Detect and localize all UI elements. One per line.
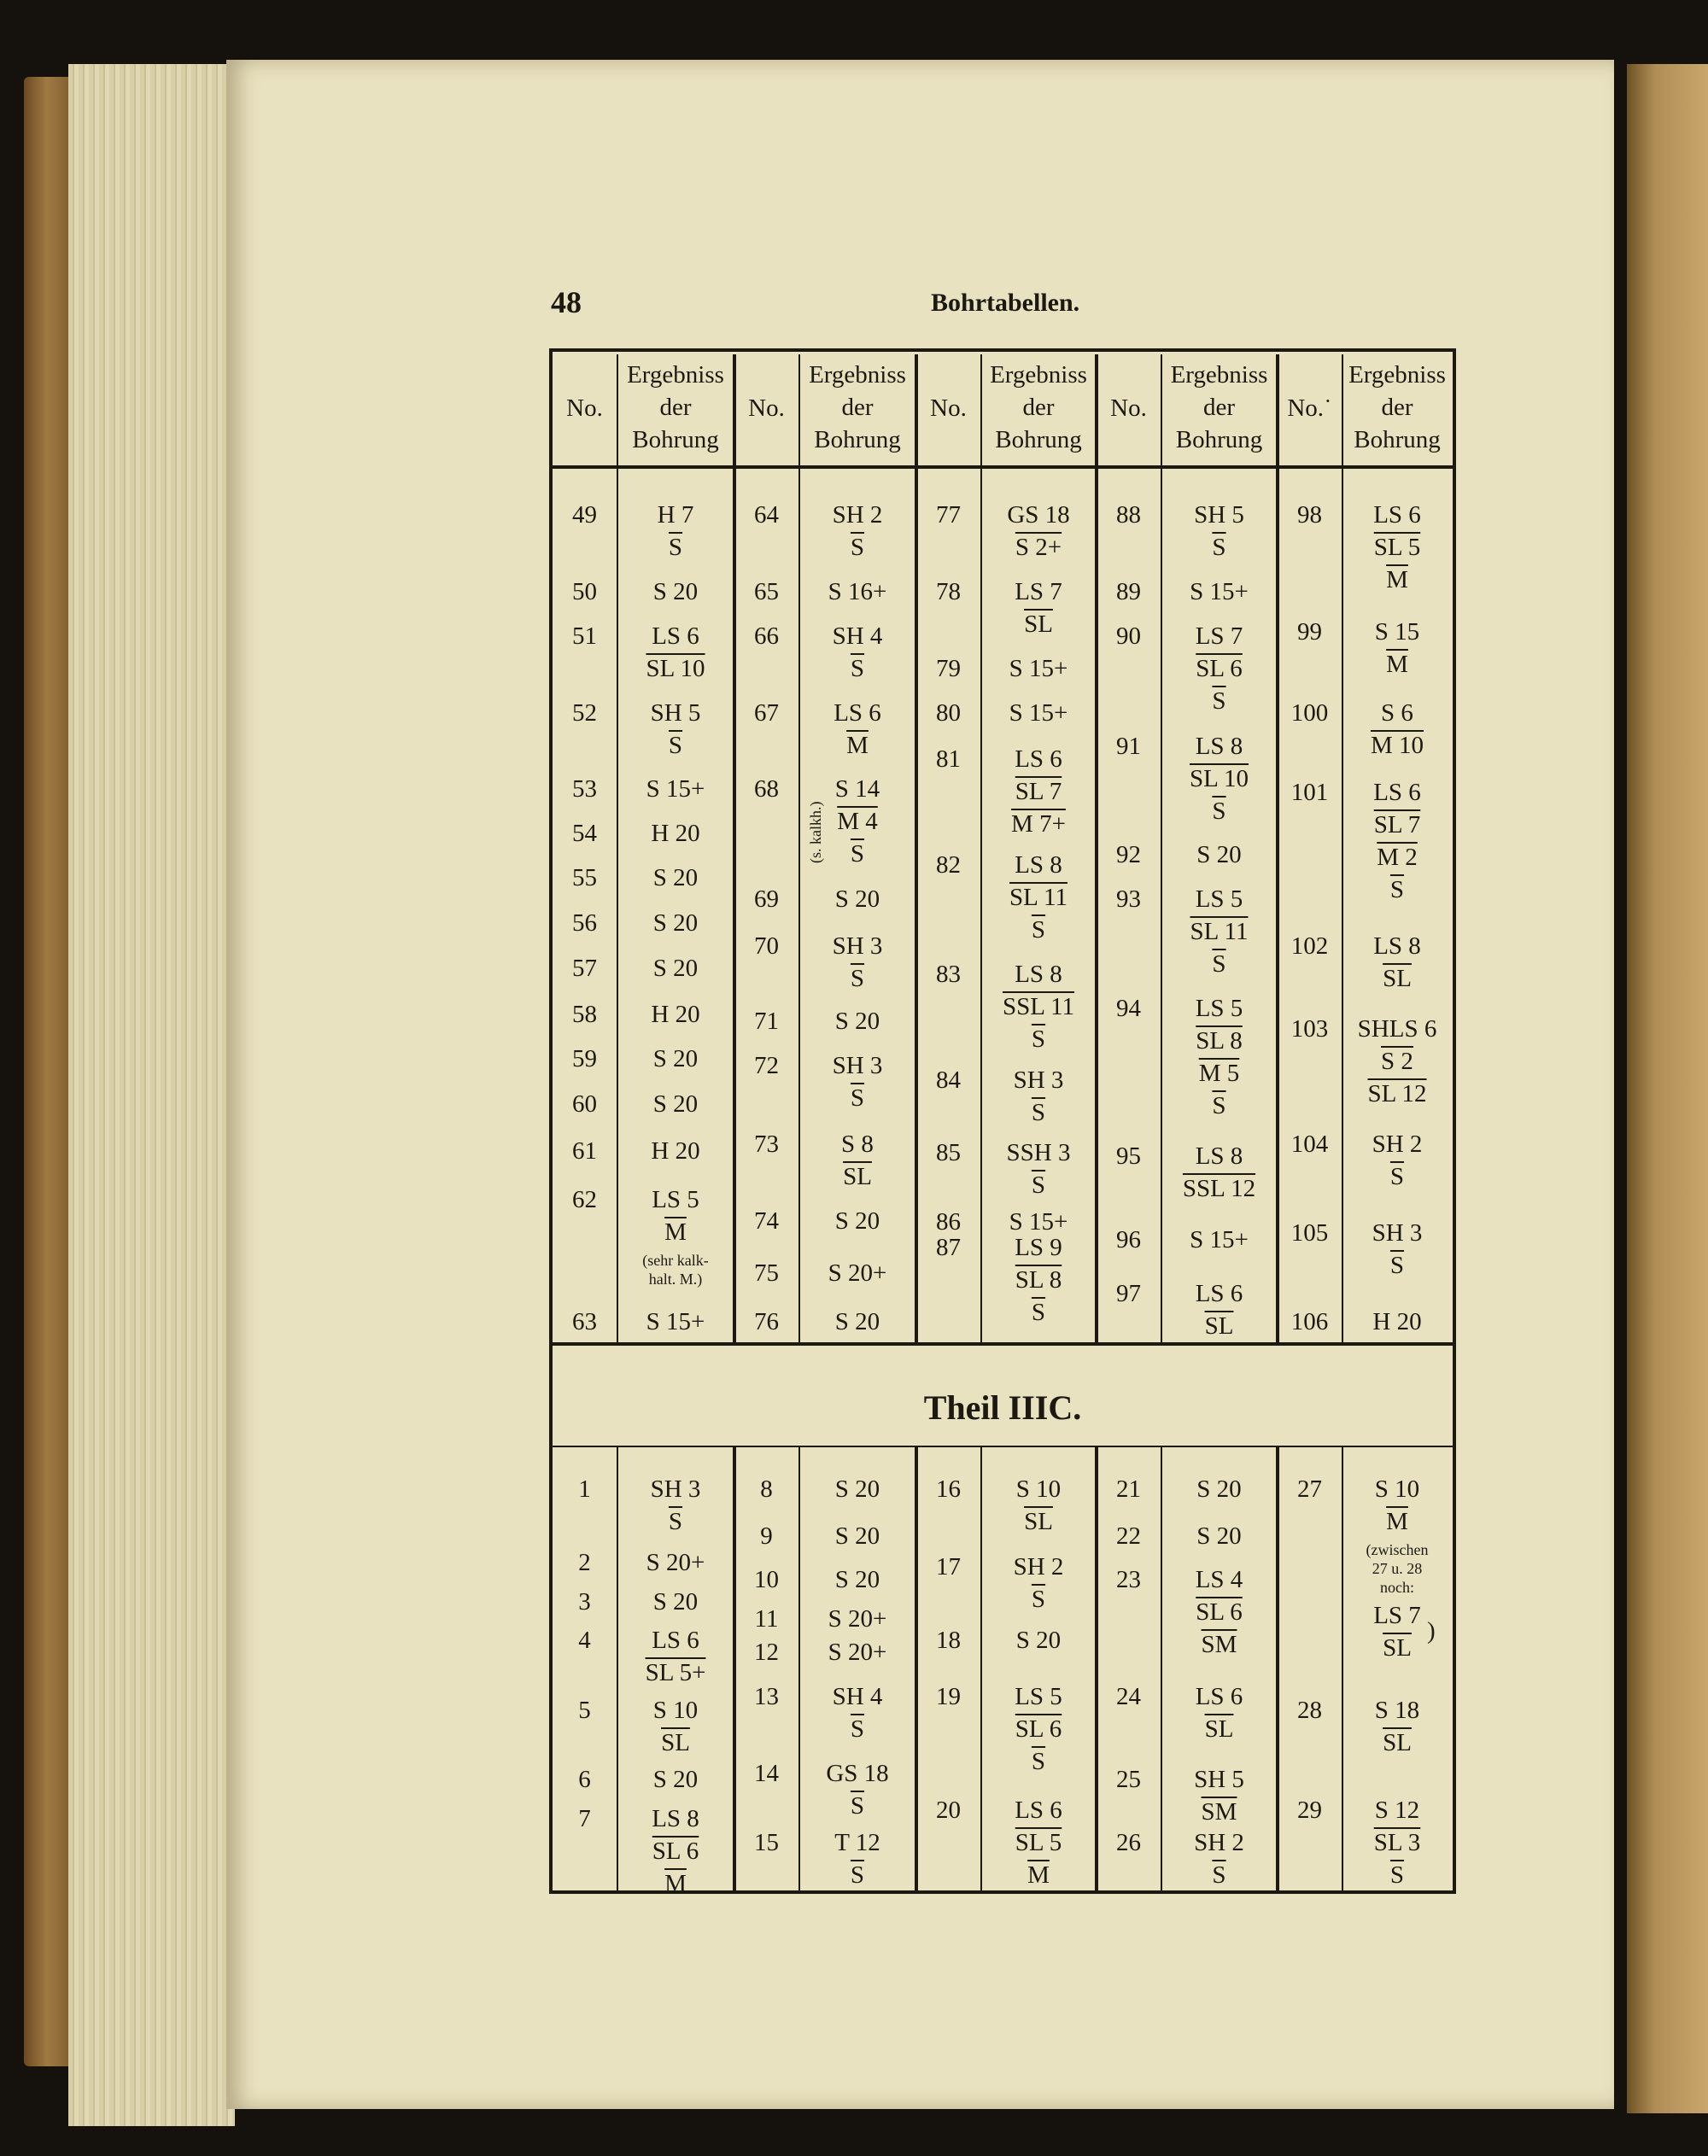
result-value: SHLS 6	[1357, 1015, 1437, 1043]
result-value: H 20	[651, 1137, 700, 1165]
header-line: Ergebniss	[1348, 361, 1446, 389]
result-value: SH 3	[832, 1052, 883, 1079]
row-number: 6	[578, 1766, 591, 1793]
section-bottom-rule	[549, 1446, 1456, 1447]
result-value-lower: $\overline{S}$	[850, 534, 865, 561]
result-value-lower: $\overline{M}$	[664, 1218, 687, 1246]
row-number: 63	[572, 1308, 597, 1335]
header-line: der	[841, 394, 874, 421]
row-number: 82	[936, 851, 961, 879]
result-value: S 20+	[828, 1605, 887, 1633]
row-number: 91	[1116, 733, 1141, 760]
result-value: LS 8	[1195, 1142, 1243, 1170]
result-value-lower: SL 5	[1373, 534, 1421, 561]
header-no: No.	[1110, 394, 1147, 422]
row-number: 14	[754, 1760, 779, 1787]
note: (sehr kalk- halt. M.)	[642, 1252, 709, 1288]
result-value-lower: SL 10	[646, 655, 705, 682]
result-value: LS 6	[652, 622, 699, 650]
result-value: LS 6	[1015, 1797, 1062, 1824]
row-number: 96	[1116, 1226, 1141, 1253]
row-number: 19	[936, 1683, 961, 1710]
result-value-lower: $\overline{S}$	[1212, 534, 1226, 561]
result-value-lower: $\overline{S}$	[1212, 1092, 1226, 1119]
result-value: LS 9	[1015, 1234, 1062, 1261]
row-number: 68	[754, 775, 779, 803]
result-value: S 15+	[1190, 1226, 1249, 1253]
result-value: LS 8	[1195, 733, 1243, 760]
result-value: S 15+	[1009, 655, 1068, 682]
result-value-lower: M 7+	[1011, 810, 1066, 838]
row-number: 98	[1297, 501, 1322, 529]
row-number: 78	[936, 578, 961, 605]
result-value-lower: $\overline{S}$	[668, 534, 683, 561]
row-number: 50	[572, 578, 597, 605]
row-number: 58	[572, 1001, 597, 1028]
result-value-lower: $\overline{S}$	[1212, 798, 1226, 825]
result-value-lower: $\overline{M}$	[1386, 566, 1408, 593]
row-number: 83	[936, 961, 961, 988]
result-value-lower: $\overline{S}$	[850, 1715, 865, 1743]
row-number: 76	[754, 1308, 779, 1335]
result-value-lower: S 2	[1381, 1048, 1413, 1075]
result-value: S 20	[1196, 1475, 1242, 1503]
result-value: H 20	[651, 820, 700, 847]
result-value-lower: $\overline{S}$	[1212, 950, 1226, 978]
header-result	[617, 359, 734, 456]
row-number: 7	[578, 1805, 591, 1832]
result-value-lower: $\overline{SL}$	[661, 1729, 690, 1756]
header-result	[1342, 359, 1453, 456]
column-rule	[798, 1446, 800, 1890]
row-number: 59	[572, 1045, 597, 1072]
result-value-lower: $\overline{S}$	[1212, 687, 1226, 715]
row-number: 70	[754, 932, 779, 960]
header-no: No.	[566, 394, 603, 422]
result-value-lower: $\overline{S}$	[1389, 1252, 1405, 1279]
row-number: 79	[936, 655, 961, 682]
result-value: LS 6	[1373, 501, 1421, 529]
row-number: 4	[578, 1627, 591, 1654]
result-value-lower: $\overline{SL}$	[843, 1163, 872, 1190]
row-number: 11	[754, 1605, 779, 1633]
result-value-lower: SL 6	[1196, 1598, 1243, 1626]
result-value: S 15+	[1190, 578, 1249, 605]
result-value: SH 3	[832, 932, 883, 960]
result-value: T 12	[834, 1829, 880, 1856]
header-rule	[549, 465, 1456, 469]
header-line: Bohrung	[632, 426, 719, 453]
result-value: S 20	[834, 885, 880, 913]
result-value-lower: SL 6	[652, 1838, 699, 1865]
row-number: 17	[936, 1553, 961, 1580]
row-number: 89	[1116, 578, 1141, 605]
row-number: 72	[754, 1052, 779, 1079]
result-value-lower: $\overline{S}$	[1389, 876, 1405, 903]
result-value: S 20	[834, 1475, 880, 1503]
result-value-lower: $\overline{S}$	[1031, 1099, 1046, 1126]
row-number: 12	[754, 1639, 779, 1666]
section-top-rule	[549, 1342, 1456, 1346]
row-number: 106	[1290, 1308, 1329, 1335]
result-value: S 16+	[828, 578, 887, 605]
result-value-lower: SSL 12	[1182, 1175, 1256, 1202]
result-value-lower: $\overline{M}$	[664, 1870, 687, 1897]
result-value: S 10	[1015, 1475, 1062, 1503]
header-line: Bohrung	[995, 426, 1082, 453]
row-number: 104	[1290, 1131, 1329, 1158]
result-value-lower: $\overline{S}$	[850, 655, 865, 682]
row-number: 10	[754, 1566, 779, 1593]
result-value-lower: $\overline{S}$	[1031, 1171, 1046, 1199]
row-number: 101	[1290, 779, 1329, 806]
result-value: SH 2	[1013, 1553, 1064, 1580]
result-value: SH 5	[1194, 1766, 1244, 1793]
result-value-lower: $\overline{SL}$	[1383, 965, 1412, 992]
note: (zwischen 27 u. 28 noch:	[1366, 1541, 1429, 1596]
row-number: 52	[572, 699, 597, 727]
header-result	[980, 359, 1097, 456]
result-value: SH 3	[1372, 1219, 1423, 1247]
row-number: 13	[754, 1683, 779, 1710]
result-value: S 20	[1196, 841, 1242, 868]
row-number: 97	[1116, 1280, 1141, 1307]
row-number: 71	[754, 1008, 779, 1035]
row-number: 80	[936, 699, 961, 727]
page-title: Bohrtabellen.	[931, 289, 1080, 317]
row-number: 56	[572, 909, 597, 937]
row-number: 84	[936, 1066, 961, 1094]
result-value: SH 5	[650, 699, 701, 727]
row-number: 95	[1116, 1142, 1141, 1170]
result-value-lower: $\overline{S}$	[850, 965, 865, 992]
result-value-lower: SL 7	[1373, 811, 1421, 838]
result-value: LS 4	[1195, 1566, 1243, 1593]
result-value: LS 8	[1373, 932, 1421, 960]
result-value: LS 6	[834, 699, 881, 727]
result-value-extra: LS 7	[1373, 1602, 1421, 1629]
result-value: S 20	[834, 1566, 880, 1593]
result-value-lower: M 2	[1377, 844, 1418, 871]
result-value: LS 5	[1015, 1683, 1062, 1710]
result-value-lower: $\overline{M}$	[1386, 651, 1408, 678]
row-number: 92	[1116, 841, 1141, 868]
row-number: 3	[578, 1588, 591, 1616]
row-number: 85	[936, 1139, 961, 1166]
result-value-lower: SL 10	[1189, 765, 1249, 792]
result-value: LS 6	[1195, 1683, 1243, 1710]
row-number: 100	[1290, 699, 1329, 727]
result-value: LS 6	[1015, 745, 1062, 773]
result-value-lower: M 10	[1370, 732, 1424, 759]
result-value-lower: S 2+	[1015, 534, 1062, 561]
result-value: S 15+	[646, 1308, 705, 1335]
row-number: 66	[754, 622, 779, 650]
header-result	[1161, 359, 1278, 456]
result-value: S 15+	[1009, 1208, 1068, 1236]
result-value-lower: M 5	[1198, 1060, 1240, 1087]
result-value: S 6	[1381, 699, 1413, 727]
row-number: 88	[1116, 501, 1141, 529]
result-value: S 20	[652, 1588, 699, 1616]
book-spine	[24, 77, 75, 2066]
row-number: 73	[754, 1131, 779, 1158]
header-line: der	[1381, 394, 1413, 421]
result-value: S 20	[834, 1522, 880, 1550]
result-value: S 20	[652, 909, 699, 937]
result-value: LS 5	[1195, 995, 1243, 1022]
row-number: 27	[1297, 1475, 1322, 1503]
result-value-lower: SL 7	[1015, 778, 1062, 805]
result-value: SH 4	[832, 622, 883, 650]
result-value: S 8	[841, 1131, 874, 1158]
result-value: S 20+	[646, 1549, 705, 1576]
result-value: H 20	[651, 1001, 700, 1028]
row-number: 5	[578, 1697, 591, 1724]
row-number: 90	[1116, 622, 1141, 650]
header-line: der	[659, 394, 692, 421]
result-value-lower: SL 12	[1367, 1080, 1427, 1107]
row-number: 28	[1297, 1697, 1322, 1724]
row-number: 24	[1116, 1683, 1141, 1710]
result-value-lower: $\overline{S}$	[668, 1508, 683, 1535]
row-number: 105	[1290, 1219, 1329, 1247]
row-number: 75	[754, 1259, 779, 1287]
row-number: 81	[936, 745, 961, 773]
row-number: 87	[936, 1234, 961, 1261]
result-value-lower: SL 8	[1015, 1266, 1062, 1294]
row-number: 61	[572, 1137, 597, 1165]
row-number: 54	[572, 820, 597, 847]
result-value: GS 18	[826, 1760, 889, 1787]
result-value-extra: $\overline{SL}$	[1383, 1634, 1412, 1662]
result-value: S 12	[1374, 1797, 1420, 1824]
row-number: 93	[1116, 885, 1141, 913]
row-number: 1	[578, 1475, 591, 1503]
result-value-lower: SL 5	[1015, 1829, 1062, 1856]
result-value: SSH 3	[1006, 1139, 1071, 1166]
result-value: SH 3	[650, 1475, 701, 1503]
row-number: 99	[1297, 618, 1322, 646]
row-number: 21	[1116, 1475, 1141, 1503]
row-number: 22	[1116, 1522, 1141, 1550]
row-number: 20	[936, 1797, 961, 1824]
row-number: 86	[936, 1208, 961, 1236]
result-value: S 20	[652, 578, 699, 605]
row-number: 102	[1290, 932, 1329, 960]
header-line: Bohrung	[814, 426, 901, 453]
row-number: 103	[1290, 1015, 1329, 1043]
header-line: der	[1022, 394, 1055, 421]
result-value-lower: SL 6	[1196, 655, 1243, 682]
header-line: Ergebniss	[990, 361, 1087, 389]
result-value-lower: $\overline{SL}$	[1024, 1508, 1053, 1535]
result-value-lower: $\overline{S}$	[1212, 1861, 1226, 1889]
row-number: 51	[572, 622, 597, 650]
header-line: Bohrung	[1175, 426, 1263, 453]
result-value: S 20	[834, 1008, 880, 1035]
result-value-lower: $\overline{S}$	[1031, 916, 1046, 944]
result-value: S 20+	[828, 1259, 887, 1287]
row-number: 16	[936, 1475, 961, 1503]
result-value: S 20	[652, 1045, 699, 1072]
row-number: 57	[572, 955, 597, 982]
row-number: 23	[1116, 1566, 1141, 1593]
header-no: No.	[930, 394, 967, 422]
header-line: Ergebniss	[1170, 361, 1268, 389]
result-value-lower: M 4	[837, 808, 878, 835]
row-number: 62	[572, 1186, 597, 1213]
result-value: SH 3	[1013, 1066, 1064, 1094]
result-value: H 20	[1372, 1308, 1422, 1335]
header-no: No.˙	[1287, 394, 1332, 422]
result-value: S 14	[834, 775, 880, 803]
result-value: LS 6	[652, 1627, 699, 1654]
row-number: 65	[754, 578, 779, 605]
result-value-lower: $\overline{SL}$	[1204, 1715, 1234, 1743]
header-line: Bohrung	[1354, 426, 1441, 453]
result-value: S 15+	[646, 775, 705, 803]
result-value-lower: $\overline{M}$	[1027, 1861, 1050, 1889]
result-value-lower: SL 3	[1373, 1829, 1421, 1856]
page-edges	[68, 64, 235, 2126]
result-value-lower: $\overline{SM}$	[1201, 1631, 1237, 1658]
result-value: SH 4	[832, 1683, 883, 1710]
result-value-lower: $\overline{SM}$	[1201, 1798, 1237, 1826]
header-line: Ergebniss	[809, 361, 906, 389]
result-value: S 20	[652, 1090, 699, 1118]
result-value: LS 8	[652, 1805, 699, 1832]
result-value-lower: $\overline{S}$	[850, 1084, 865, 1112]
result-value-lower: $\overline{S}$	[850, 840, 865, 868]
result-value: S 20	[652, 955, 699, 982]
result-value: LS 5	[652, 1186, 699, 1213]
result-value: S 20	[834, 1207, 880, 1235]
row-number: 69	[754, 885, 779, 913]
result-value: S 20	[834, 1308, 880, 1335]
result-value: GS 18	[1007, 501, 1070, 529]
row-number: 25	[1116, 1766, 1141, 1793]
result-value-lower: $\overline{S}$	[1031, 1025, 1046, 1053]
result-value: LS 7	[1195, 622, 1243, 650]
row-number: 94	[1116, 995, 1141, 1022]
result-value: H 7	[657, 501, 694, 529]
row-number: 26	[1116, 1829, 1141, 1856]
row-number: 9	[760, 1522, 773, 1550]
result-value-lower: $\overline{M}$	[846, 732, 869, 759]
result-value: S 15+	[1009, 699, 1068, 727]
result-value: LS 5	[1195, 885, 1243, 913]
page-number: 48	[551, 285, 582, 319]
row-number: 55	[572, 864, 597, 891]
result-value: S 20+	[828, 1639, 887, 1666]
row-number: 49	[572, 501, 597, 529]
result-value: LS 8	[1015, 961, 1062, 988]
result-value: S 10	[652, 1697, 699, 1724]
result-value-lower: SL 11	[1190, 918, 1249, 945]
result-value: SH 5	[1194, 501, 1244, 529]
result-value-lower: SL 11	[1009, 884, 1068, 911]
result-value: SH 2	[1372, 1131, 1423, 1158]
result-value-lower: $\overline{S}$	[1389, 1861, 1405, 1889]
result-value: S 20	[652, 864, 699, 891]
result-value: SH 2	[832, 501, 883, 529]
result-value-lower: $\overline{S}$	[1031, 1586, 1046, 1613]
result-value-lower: $\overline{S}$	[1031, 1299, 1046, 1326]
header-no: No.	[748, 394, 785, 422]
result-value: SH 2	[1194, 1829, 1244, 1856]
result-value-lower: SSL 11	[1002, 993, 1075, 1020]
row-number: 74	[754, 1207, 779, 1235]
result-value: S 20	[1015, 1627, 1062, 1654]
result-value: S 18	[1374, 1697, 1420, 1724]
result-value: LS 7	[1015, 578, 1062, 605]
header-result	[798, 359, 916, 456]
result-value: LS 6	[1373, 779, 1421, 806]
result-value-lower: $\overline{S}$	[668, 732, 683, 759]
result-value: S 20	[1196, 1522, 1242, 1550]
result-value-lower: $\overline{S}$	[850, 1792, 865, 1820]
result-value-lower: SL 6	[1015, 1715, 1062, 1743]
result-value-lower: $\overline{M}$	[1386, 1508, 1408, 1535]
row-number: 64	[754, 501, 779, 529]
result-value-lower: $\overline{S}$	[1031, 1748, 1046, 1775]
row-number: 67	[754, 699, 779, 727]
row-number: 60	[572, 1090, 597, 1118]
row-number: 53	[572, 775, 597, 803]
result-value-lower: $\overline{SL}$	[1024, 611, 1053, 638]
result-value-lower: SL 5+	[645, 1659, 706, 1686]
next-page-edge	[1627, 64, 1708, 2113]
result-value: LS 6	[1195, 1280, 1243, 1307]
result-value: S 15	[1374, 618, 1420, 646]
row-number: 2	[578, 1549, 591, 1576]
result-value-lower: $\overline{SL}$	[1204, 1312, 1234, 1340]
result-value: LS 8	[1015, 851, 1062, 879]
result-value: S 20	[652, 1766, 699, 1793]
side-note: (s. kalkh.)	[807, 801, 824, 863]
header-line: der	[1202, 394, 1236, 421]
result-value-lower: $\overline{S}$	[1389, 1163, 1405, 1190]
result-value-lower: SL 8	[1196, 1027, 1243, 1055]
row-number: 18	[936, 1627, 961, 1654]
row-number: 77	[936, 501, 961, 529]
result-value-lower: $\overline{SL}$	[1383, 1729, 1412, 1756]
row-number: 29	[1297, 1797, 1322, 1824]
header-line: Ergebniss	[627, 361, 724, 389]
result-value-lower: $\overline{S}$	[850, 1861, 865, 1889]
bracket-close: )	[1427, 1617, 1436, 1645]
result-value: S 10	[1374, 1475, 1420, 1503]
section-title: Theil IIIC.	[923, 1388, 1082, 1427]
row-number: 15	[754, 1829, 779, 1856]
row-number: 8	[760, 1475, 773, 1503]
